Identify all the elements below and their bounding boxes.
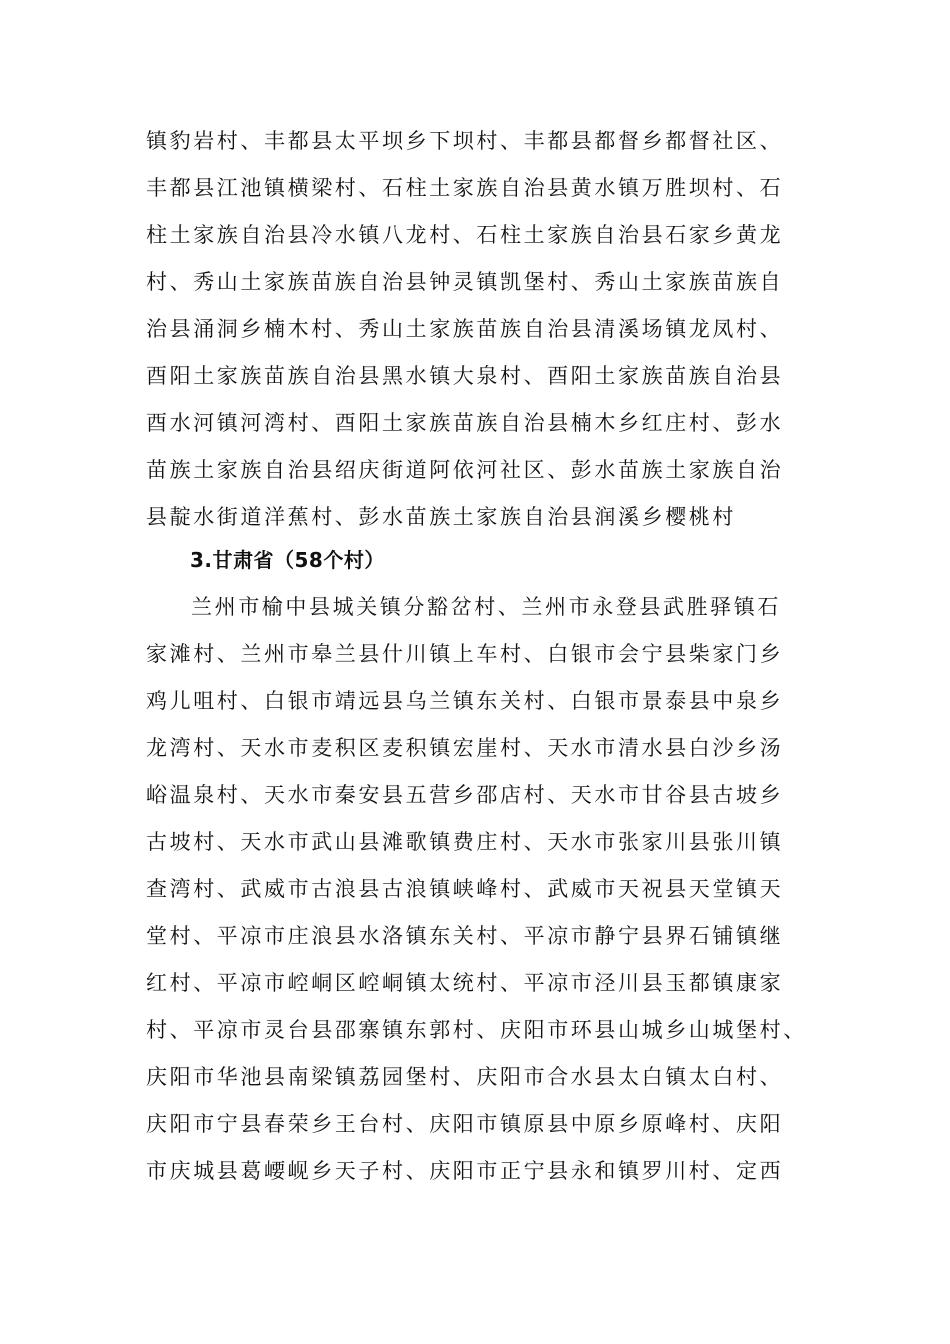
text-line: 堂村、平凉市庄浪县水洛镇东关村、平凉市静宁县界石铺镇继 (146, 924, 784, 948)
text-line: 庆阳市华池县南梁镇荔园堡村、庆阳市合水县太白镇太白村、 (146, 1065, 784, 1089)
text-line: 古坡村、天水市武山县滩歌镇费庄村、天水市张家川县张川镇 (146, 830, 784, 854)
text-line: 峪温泉村、天水市秦安县五营乡邵店村、天水市甘谷县古坡乡 (146, 783, 784, 807)
text-line: 酉水河镇河湾村、酉阳土家族苗族自治县楠木乡红庄村、彭水 (146, 411, 784, 435)
text-line: 龙湾村、天水市麦积区麦积镇宏崖村、天水市清水县白沙乡汤 (146, 736, 784, 760)
text-line: 县靛水街道洋蕉村、彭水苗族土家族自治县润溪乡樱桃村 (146, 505, 736, 529)
text-line: 鸡儿咀村、白银市靖远县乌兰镇东关村、白银市景泰县中泉乡 (146, 689, 784, 713)
text-line: 家滩村、兰州市皋兰县什川镇上车村、白银市会宁县柴家门乡 (146, 642, 784, 666)
text-line: 查湾村、武威市古浪县古浪镇峡峰村、武威市天祝县天堂镇天 (146, 877, 784, 901)
text-line: 柱土家族自治县冷水镇八龙村、石柱土家族自治县石家乡黄龙 (146, 223, 784, 247)
section-heading-gansu: 3.甘肃省（58个村） (190, 548, 385, 572)
village-list-chongqing-continued (146, 118, 806, 541)
text-line: 庆阳市宁县春荣乡王台村、庆阳市镇原县中原乡原峰村、庆阳 (146, 1112, 784, 1136)
text-line: 红村、平凉市崆峒区崆峒镇太统村、平凉市泾川县玉都镇康家 (146, 971, 784, 995)
text-line: 市庆城县葛崾岘乡天子村、庆阳市正宁县永和镇罗川村、定西 (146, 1159, 784, 1183)
text-line-indented: 兰州市榆中县城关镇分豁岔村、兰州市永登县武胜驿镇石 (191, 595, 781, 619)
text-line: 苗族土家族自治县绍庆街道阿依河社区、彭水苗族土家族自治 (146, 458, 784, 482)
text-line: 村、秀山土家族苗族自治县钟灵镇凯堡村、秀山土家族苗族自 (146, 270, 784, 294)
village-list-gansu (146, 584, 806, 1195)
text-line: 治县涌洞乡楠木村、秀山土家族苗族自治县清溪场镇龙凤村、 (146, 317, 784, 341)
text-line: 村、平凉市灵台县邵寨镇东郭村、庆阳市环县山城乡山城堡村、 (146, 1018, 807, 1042)
text-line: 镇豹岩村、丰都县太平坝乡下坝村、丰都县都督乡都督社区、 (146, 129, 784, 153)
text-line: 丰都县江池镇横梁村、石柱土家族自治县黄水镇万胜坝村、石 (146, 176, 784, 200)
text-line: 酉阳土家族苗族自治县黑水镇大泉村、酉阳土家族苗族自治县 (146, 364, 784, 388)
